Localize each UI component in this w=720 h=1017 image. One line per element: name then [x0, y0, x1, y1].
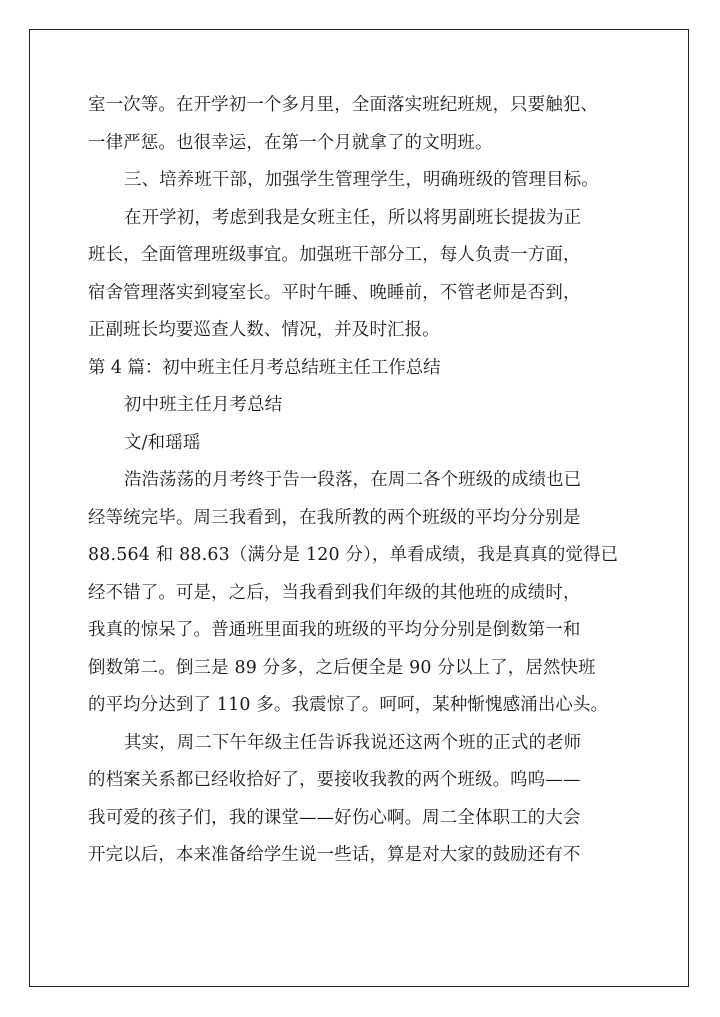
article-heading: 第 4 篇：初中班主任月考总结班主任工作总结 [88, 357, 441, 378]
text-line: 我真的惊呆了。普通班里面我的班级的平均分分别是倒数第一和 [88, 620, 581, 640]
text-line: 的档案关系都已经收拾好了，要接收我教的两个班级。呜呜—— [88, 770, 581, 790]
text-line: 开完以后，本来准备给学生说一些话，算是对大家的鼓励还有不 [88, 845, 581, 865]
document-body [88, 87, 636, 875]
article-title: 初中班主任月考总结 [124, 395, 283, 415]
article-author: 文/和瑶瑶 [124, 432, 201, 453]
text-line: 经不错了。可是，之后，当我看到我们年级的其他班的成绩时， [88, 582, 581, 603]
text-line: 倒数第二。倒三是 89 分多，之后便全是 90 分以上了，居然快班 [88, 657, 596, 678]
text-line: 正副班长均要巡查人数、情况，并及时汇报。 [88, 320, 440, 340]
section-heading: 三、培养班干部，加强学生管理学生，明确班级的管理目标。 [124, 170, 599, 190]
text-line: 宿舍管理落实到寝室长。平时午睡、晚睡前，不管老师是否到， [88, 282, 581, 303]
text-line: 的平均分达到了 110 多。我震惊了。呵呵，某种惭愧感涌出心头。 [88, 695, 609, 715]
text-line: 在开学初，考虑到我是女班主任，所以将男副班长提拔为正 [124, 207, 582, 228]
text-line: 班长，全面管理班级事宜。加强班干部分工，每人负责一方面， [88, 245, 581, 265]
text-line: 室一次等。在开学初一个多月里，全面落实班纪班规，只要触犯、 [88, 95, 599, 115]
text-line: 经等统完毕。周三我看到，在我所教的两个班级的平均分分别是 [88, 507, 581, 528]
text-line: 一律严惩。也很幸运，在第一个月就拿了的文明班。 [88, 132, 493, 153]
text-line: 其实，周二下午年级主任告诉我说还这两个班的正式的老师 [124, 732, 582, 753]
text-line: 浩浩荡荡的月考终于告一段落，在周二各个班级的成绩也已 [124, 470, 582, 490]
text-line: 88.564 和 88.63（满分是 120 分），单看成绩，我是真真的觉得已 [88, 545, 619, 565]
text-line: 我可爱的孩子们，我的课堂——好伤心啊。周二全体职工的大会 [88, 807, 581, 828]
